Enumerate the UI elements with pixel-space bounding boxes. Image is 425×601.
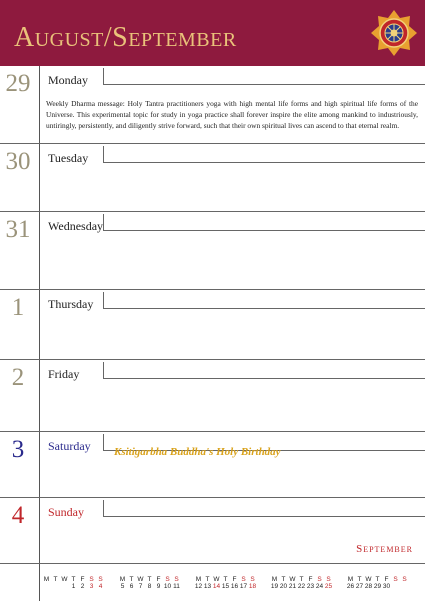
weekday-letter: M	[119, 576, 126, 583]
mini-calendar-date: 16	[230, 583, 239, 590]
day-divider	[103, 68, 104, 84]
weekday-letter: S	[250, 576, 255, 583]
weekday-letter: W	[365, 576, 372, 583]
mini-calendar-week	[346, 576, 409, 590]
weekday-letter: W	[61, 576, 68, 583]
weekday-letter: S	[174, 576, 179, 583]
day-number: 1	[11, 294, 25, 321]
weekday-letter: F	[156, 576, 161, 583]
mini-calendar-date: 17	[239, 583, 248, 590]
mini-calendar-date: 26	[346, 583, 355, 590]
mini-calendar-date: 2	[80, 583, 85, 590]
mini-calendar-date: 10	[163, 583, 172, 590]
weekday-letter: F	[384, 576, 389, 583]
weekday-letter: S	[98, 576, 103, 583]
day-row	[0, 360, 425, 432]
dharma-wheel-logo-icon	[369, 8, 419, 58]
day-divider	[103, 434, 104, 450]
weekday-letter: F	[308, 576, 313, 583]
mini-calendar-date: 3	[89, 583, 94, 590]
day-name: Wednesday	[48, 219, 104, 233]
day-name: Sunday	[48, 505, 84, 519]
day-name: Friday	[48, 367, 80, 381]
mini-calendar-date	[391, 583, 400, 590]
mini-calendar-date: 15	[221, 583, 230, 590]
weekday-letter: W	[137, 576, 144, 583]
mini-calendar-date: 24	[315, 583, 324, 590]
mini-calendar-date: 28	[364, 583, 373, 590]
weekday-letter: T	[205, 576, 210, 583]
weekday-letter: M	[347, 576, 354, 583]
mini-calendar-date: 23	[306, 583, 315, 590]
mini-calendar-date	[42, 583, 51, 590]
day-name: Saturday	[48, 439, 91, 453]
weekday-letter: T	[71, 576, 76, 583]
mini-calendar-date	[400, 583, 409, 590]
mini-calendar-date: 12	[194, 583, 203, 590]
weekday-letter: W	[213, 576, 220, 583]
day-underline	[103, 162, 425, 163]
mini-calendar-date	[60, 583, 69, 590]
day-row	[0, 212, 425, 290]
day-number: 3	[11, 436, 25, 463]
day-row	[0, 432, 425, 498]
mini-calendar-date: 7	[138, 583, 143, 590]
day-number: 29	[5, 70, 31, 97]
mini-calendar-date: 9	[156, 583, 161, 590]
weekday-letter: F	[80, 576, 85, 583]
weekday-letter: S	[241, 576, 246, 583]
day-divider	[103, 146, 104, 162]
day-number: 4	[11, 502, 25, 529]
weekday-letter: M	[195, 576, 202, 583]
mini-calendar-date: 29	[373, 583, 382, 590]
mini-calendar-week	[42, 576, 105, 590]
day-underline	[103, 516, 425, 517]
day-number: 30	[5, 148, 31, 175]
mini-calendar-date: 6	[129, 583, 134, 590]
weekday-letter: S	[393, 576, 398, 583]
weekday-letter: S	[402, 576, 407, 583]
day-number: 31	[5, 216, 31, 243]
mini-calendar-date: 11	[173, 583, 180, 590]
day-underline	[103, 230, 425, 231]
day-row	[0, 290, 425, 360]
day-name: Thursday	[48, 297, 94, 311]
weekday-letter: S	[326, 576, 331, 583]
mini-calendar-week	[118, 576, 181, 590]
weekday-letter: F	[232, 576, 237, 583]
weekday-letter: T	[357, 576, 362, 583]
day-underline	[103, 84, 425, 85]
weekday-letter: M	[43, 576, 50, 583]
mini-calendar-date: 8	[147, 583, 152, 590]
day-underline	[103, 378, 425, 379]
weekday-letter: T	[223, 576, 228, 583]
mini-calendar-date: 30	[382, 583, 391, 590]
mini-calendar-date: 4	[98, 583, 103, 590]
weekday-letter: T	[299, 576, 304, 583]
weekday-letter: T	[375, 576, 380, 583]
mini-calendar-date: 25	[324, 583, 333, 590]
day-row	[0, 144, 425, 212]
day-name: Monday	[48, 73, 88, 87]
mini-calendar-week	[270, 576, 333, 590]
mini-calendar-date	[51, 583, 60, 590]
weekday-letter: S	[89, 576, 94, 583]
monday-message: Weekly Dharma message: Holy Tantra practitioners yoga with high mental life forms and high spiritual life forms of the Universe. This experimental topic for study in yoga practice shall forever inspire the elite among mankind to industriously, untiringly, persistently, and diligently strive forward, such that their own spiritual lives can ascend to that eternal realm.	[46, 99, 418, 130]
mini-calendar-date: 18	[248, 583, 257, 590]
day-number: 2	[11, 364, 25, 391]
page-title: August/September	[14, 22, 237, 53]
weekday-letter: S	[165, 576, 170, 583]
weekday-letter: S	[317, 576, 322, 583]
weekday-letter: T	[129, 576, 134, 583]
mini-calendar-date: 13	[203, 583, 212, 590]
weekday-letter: M	[271, 576, 278, 583]
mini-calendar-date: 20	[279, 583, 288, 590]
day-divider	[103, 214, 104, 230]
mini-calendar-date: 27	[355, 583, 364, 590]
saturday-event: Ksitigarbha Buddha's Holy Birthday	[114, 446, 281, 458]
day-divider	[103, 292, 104, 308]
mini-calendar-date: 5	[120, 583, 125, 590]
day-name: Tuesday	[48, 151, 89, 165]
weekday-letter: T	[281, 576, 286, 583]
weekday-letter: T	[147, 576, 152, 583]
day-divider	[103, 500, 104, 516]
mini-calendar-date: 14	[212, 583, 221, 590]
mini-calendar-month: September	[356, 543, 413, 555]
mini-calendar-date: 1	[71, 583, 76, 590]
day-underline	[103, 308, 425, 309]
mini-calendar-week	[194, 576, 257, 590]
mini-calendar-date: 21	[288, 583, 297, 590]
weekday-letter: W	[289, 576, 296, 583]
weekday-letter: T	[53, 576, 58, 583]
mini-calendar-date: 19	[270, 583, 279, 590]
mini-calendar-date: 22	[297, 583, 306, 590]
day-divider	[103, 362, 104, 378]
page-header	[0, 0, 425, 66]
